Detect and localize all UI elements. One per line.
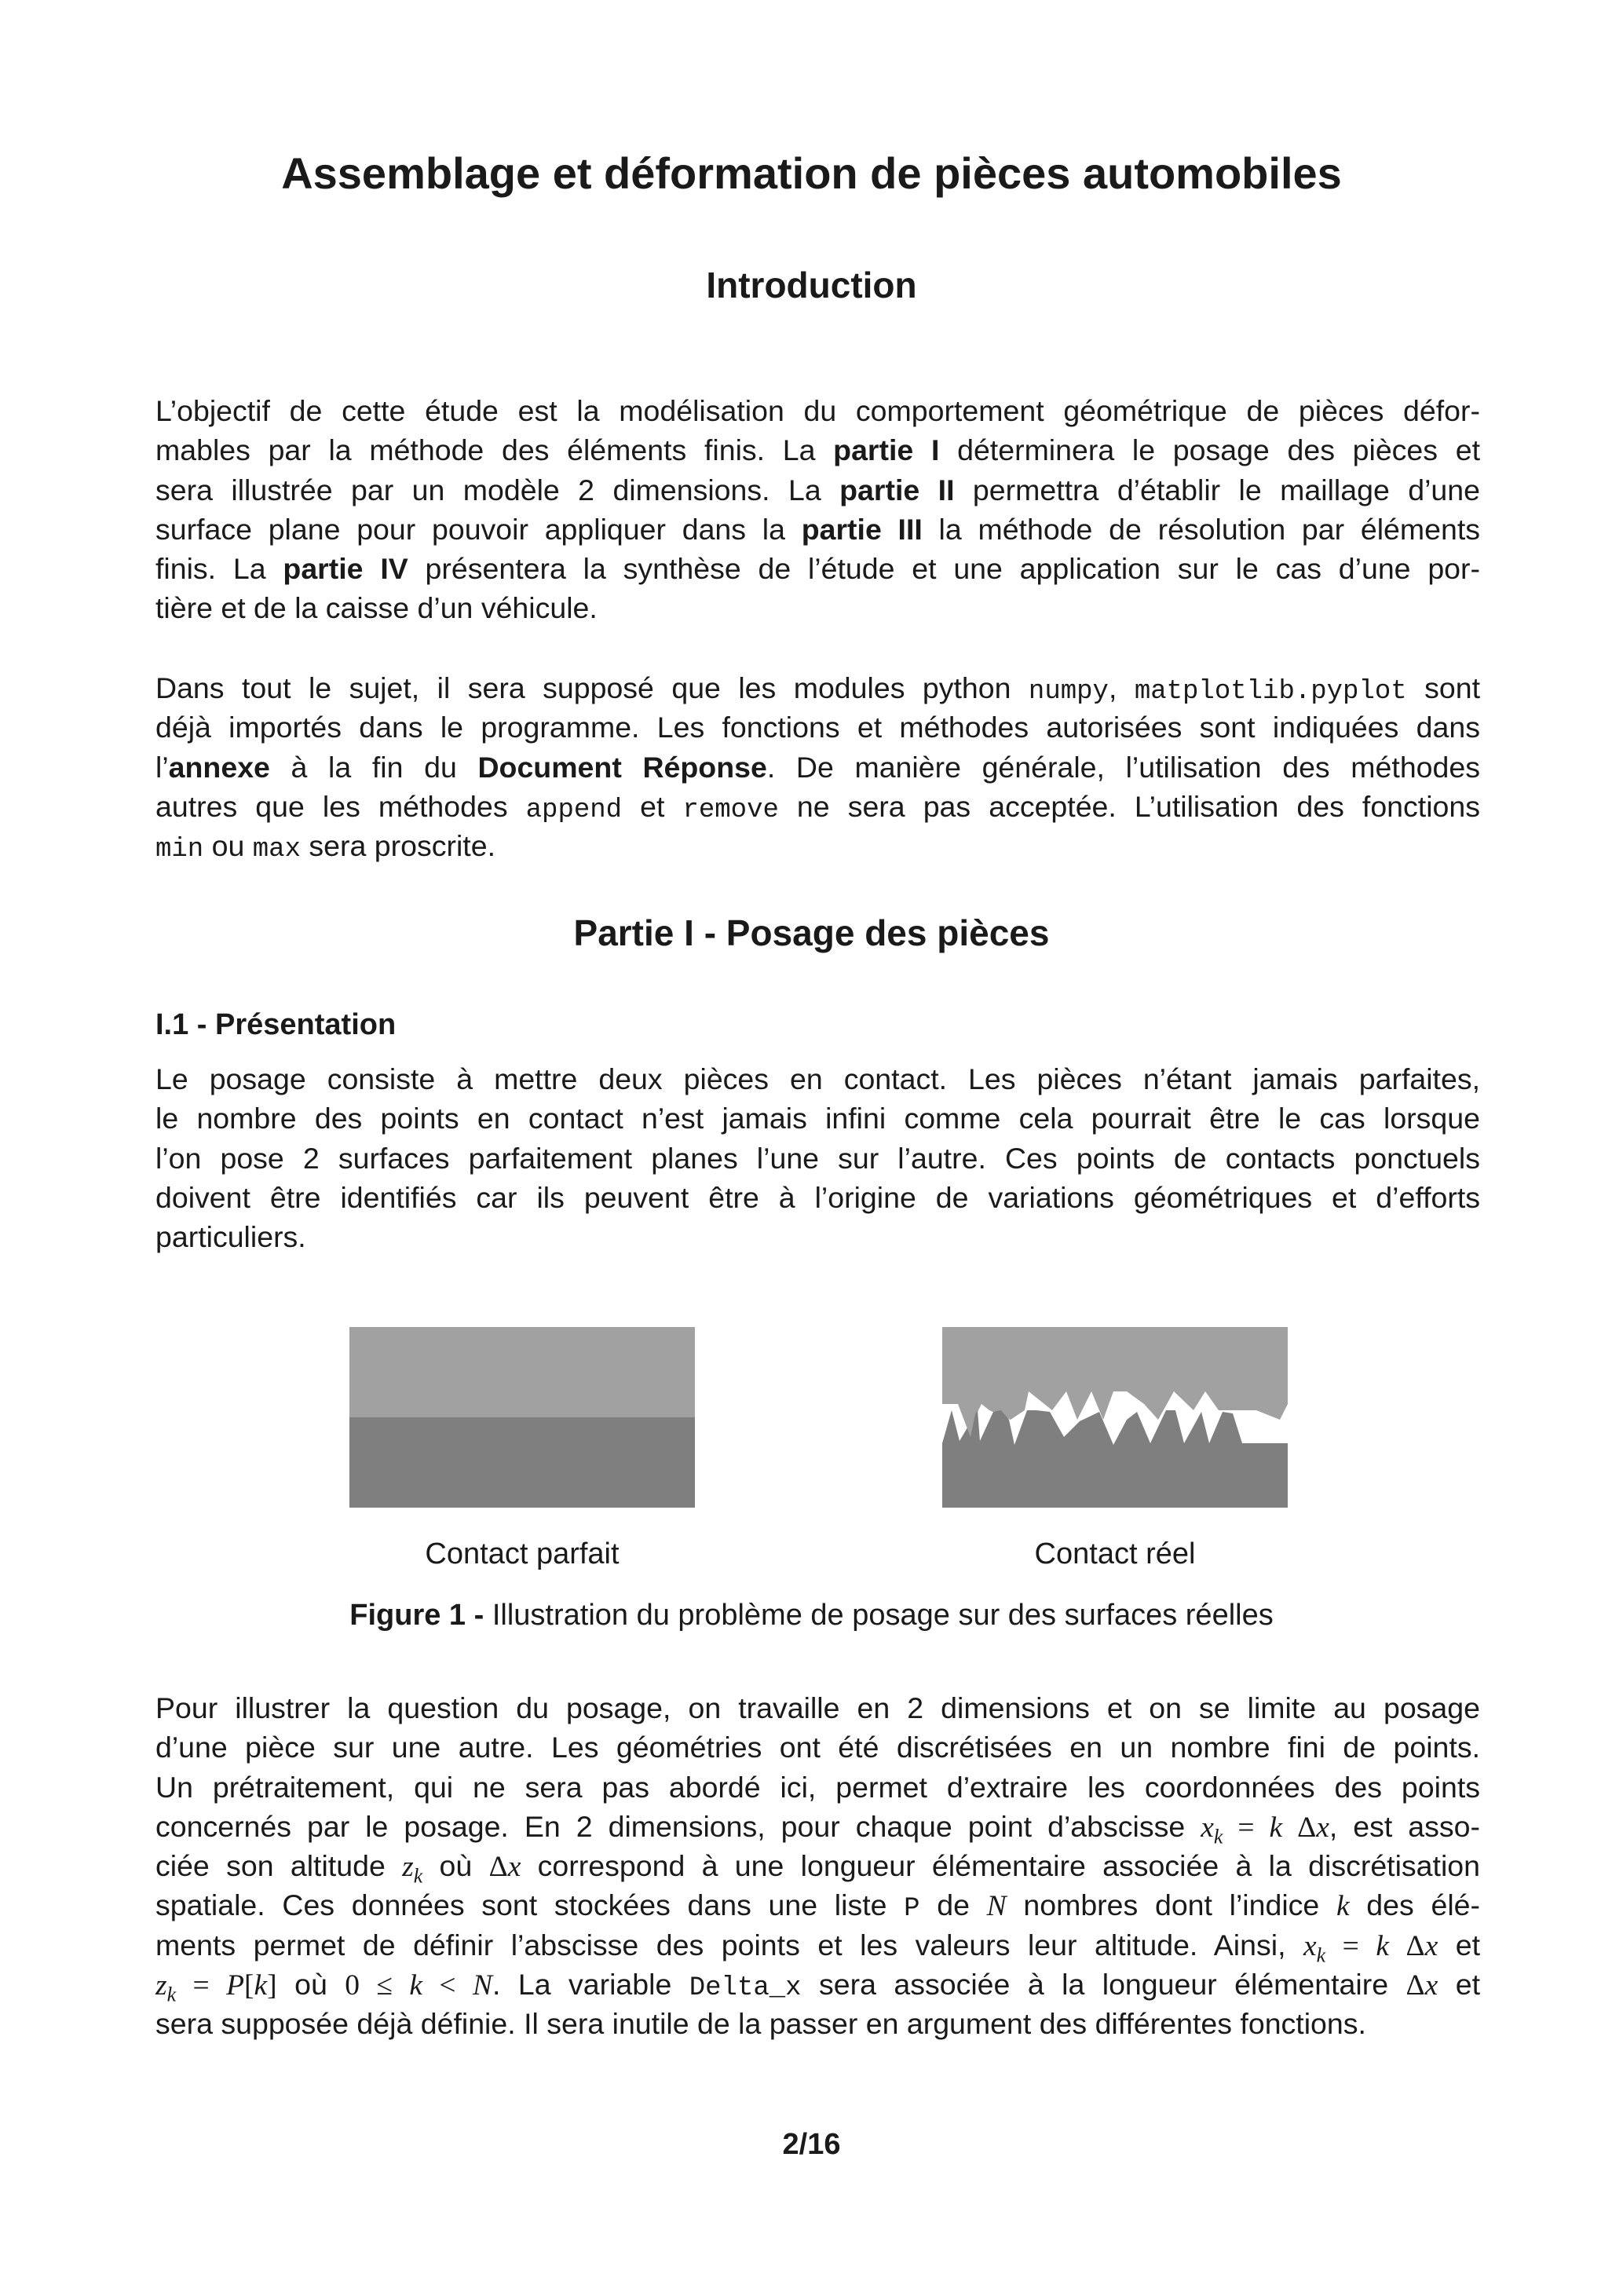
math-text: 0 ≤ <box>345 1969 410 2002</box>
text-run: spatiale. Ces données sont stockées dans une liste <box>155 1888 905 1922</box>
document-title: Assemblage et déformation de pièces automobiles <box>281 148 1342 198</box>
bold-text: annexe <box>168 750 270 784</box>
math-text: x <box>507 1851 521 1884</box>
text-run: particuliers. <box>155 1220 306 1254</box>
math-text: = <box>1325 1929 1376 1962</box>
text-line <box>155 1688 1480 1727</box>
math-text: = <box>176 1969 227 2002</box>
math-text: < <box>422 1969 473 2002</box>
text-run: présentera la synthèse de l’étude et une application sur le cas d’une por- <box>408 552 1481 586</box>
text-run: Pour illustrer la question du posage, on travaille en 2 dimensions et on se limite au posage <box>155 1691 1480 1724</box>
bold-text: partie IV <box>283 552 408 586</box>
text-run: sont <box>1406 671 1480 704</box>
text-line <box>155 1217 1480 1256</box>
text-line <box>155 549 1480 588</box>
math-text: ] <box>267 1969 277 2002</box>
math-text: k <box>166 1983 177 2006</box>
math-text: x <box>1316 1811 1329 1844</box>
text-run: sera supposée déjà définie. Il sera inutile de la passer en argument des différentes fonctions. <box>155 2007 1366 2041</box>
math-text: k <box>409 1969 423 2002</box>
text-run: ments permet de définir l’abscisse des points et les valeurs leur altitude. Ainsi, <box>155 1928 1304 1961</box>
text-line <box>155 1178 1480 1217</box>
math-text: z <box>155 1969 167 2002</box>
text-run: L’objectif de cette étude est la modélisation du comportement géométrique de pièces défor- <box>155 394 1480 427</box>
bold-text: partie II <box>839 473 955 506</box>
text-run: . La variable <box>492 1968 689 2002</box>
text-run: et <box>1438 1928 1481 1961</box>
bold-text: partie I <box>833 433 940 467</box>
part1-heading: Partie I - Posage des pièces <box>573 912 1050 953</box>
illustration-paragraph <box>155 1688 1480 2044</box>
text-line <box>155 1099 1480 1138</box>
math-text: x <box>1424 1929 1438 1962</box>
text-line <box>155 391 1480 430</box>
math-text: = <box>1223 1811 1270 1844</box>
caption-real-contact: Contact réel <box>1034 1537 1196 1570</box>
text-line <box>155 707 1480 747</box>
text-run: sera illustrée par un modèle 2 dimensions. La <box>155 473 840 506</box>
text-run: Le posage consiste à mettre deux pièces en contact. Les pièces n’étant jamais parfaites, <box>155 1062 1480 1095</box>
text-run: , <box>1108 671 1135 704</box>
math-text: Δ <box>488 1851 508 1884</box>
text-line <box>155 748 1480 787</box>
code-text: matplotlib.pyplot <box>1134 677 1407 707</box>
math-text: x <box>1201 1811 1214 1844</box>
math-text: x <box>1424 1969 1438 2002</box>
lower-part <box>349 1417 695 1508</box>
math-text: N <box>986 1890 1007 1923</box>
section-heading: I.1 - Présentation <box>155 1008 397 1041</box>
text-run: tière et de la caisse d’un véhicule. <box>155 591 598 625</box>
text-line <box>155 1059 1480 1099</box>
text-run: déterminera le posage des pièces et <box>939 433 1480 467</box>
text-run: Dans tout le sujet, il sera supposé que les modules python <box>155 671 1029 704</box>
text-line <box>155 826 1480 865</box>
text-run: la méthode de résolution par éléments <box>922 512 1480 546</box>
text-line <box>155 668 1480 707</box>
text-run: correspond à une longueur élémentaire associée à la discrétisation <box>521 1849 1480 1883</box>
code-text: P <box>904 1894 920 1925</box>
text-line <box>155 470 1480 510</box>
text-line <box>155 1885 1480 1925</box>
code-text: remove <box>682 795 779 825</box>
math-text: P <box>226 1969 244 2002</box>
math-text: Δ <box>1406 1929 1425 1962</box>
text-line <box>155 1139 1480 1178</box>
modules-paragraph <box>155 668 1480 865</box>
figure-caption <box>0 1599 1623 1632</box>
real-contact-figure <box>942 1327 1288 1508</box>
math-text: Δ <box>1406 1969 1425 2002</box>
math-text: x <box>1303 1929 1317 1962</box>
text-run: de <box>919 1888 987 1922</box>
text-run: et <box>1438 1968 1481 2002</box>
math-text: k <box>1269 1811 1298 1844</box>
math-text: [ <box>244 1969 254 2002</box>
caption-perfect-contact: Contact parfait <box>425 1537 620 1570</box>
text-line <box>155 1768 1480 1807</box>
text-run: doivent être identifiés car ils peuvent être à l’origine de variations géométriques et d’efforts <box>155 1180 1480 1214</box>
intro-heading: Introduction <box>706 265 917 305</box>
figure-label: Figure 1 - <box>349 1599 484 1632</box>
text-run: , est asso- <box>1329 1809 1481 1843</box>
text-run: d’une pièce sur une autre. Les géométries ont été discrétisées en un nombre fini de points. <box>155 1731 1480 1764</box>
math-text: N <box>472 1969 492 2002</box>
bold-text: Document Réponse <box>477 750 767 784</box>
page-number: 2/16 <box>782 2128 841 2161</box>
text-line <box>155 787 1480 826</box>
upper-part <box>349 1327 695 1417</box>
code-text: Delta_x <box>689 1973 802 2004</box>
text-run: Un prétraitement, qui ne sera pas abordé ici, permet d’extraire les coordonnées des points <box>155 1770 1480 1804</box>
math-text: k <box>1316 1943 1326 1967</box>
text-run: ou <box>203 829 253 863</box>
text-line <box>155 1846 1480 1888</box>
text-run: sera proscrite. <box>301 829 495 863</box>
text-run: déjà importés dans le programme. Les fonctions et méthodes autorisées sont indiquées dans <box>155 711 1480 744</box>
text-line <box>155 1807 1480 1846</box>
text-run: ne sera pas acceptée. L’utilisation des fonctions <box>778 789 1480 823</box>
text-line <box>155 1925 1480 1965</box>
text-line <box>155 510 1480 549</box>
text-run: surface plane pour pouvoir appliquer dans la <box>155 512 802 546</box>
text-run: concernés par le posage. En 2 dimensions, pour chaque point d’abscisse <box>155 1809 1201 1843</box>
intro-paragraph <box>155 391 1480 628</box>
perfect-contact-figure <box>349 1327 695 1508</box>
text-line <box>155 588 1480 627</box>
math-text: k <box>1336 1890 1350 1923</box>
math-text: k <box>1376 1929 1406 1962</box>
text-run: l’on pose 2 surfaces parfaitement planes l’une sur l’autre. Ces points de contacts ponctuels <box>155 1141 1480 1175</box>
bold-text: partie III <box>801 512 923 546</box>
math-text: k <box>254 1969 268 2002</box>
text-line <box>155 2004 1480 2043</box>
code-text: max <box>252 835 301 865</box>
text-run: permettra d’établir le maillage d’une <box>954 473 1480 506</box>
text-run: à la fin du <box>269 750 478 784</box>
text-run: où <box>276 1968 345 2002</box>
math-text: k <box>1213 1825 1223 1848</box>
text-run: . De manière générale, l’utilisation des méthodes <box>766 750 1480 784</box>
code-text: numpy <box>1028 677 1109 707</box>
text-run: ciée son altitude <box>155 1849 403 1883</box>
text-run: des élé- <box>1349 1888 1480 1922</box>
text-line <box>155 1965 1480 2004</box>
text-run: et <box>622 789 683 823</box>
text-run: l’ <box>155 750 169 784</box>
text-run: le nombre des points en contact n’est jamais infini comme cela pourrait être le cas lorsque <box>155 1102 1480 1135</box>
presentation-paragraph <box>155 1059 1480 1256</box>
text-run: autres que les méthodes <box>155 789 526 823</box>
text-run: où <box>422 1849 489 1883</box>
code-text: append <box>525 795 623 825</box>
math-text: Δ <box>1297 1811 1317 1844</box>
math-text: k <box>413 1864 423 1888</box>
figure-caption-text: Illustration du problème de posage sur des surfaces réelles <box>484 1599 1274 1632</box>
text-run: sera associée à la longueur élémentaire <box>801 1968 1406 2002</box>
text-line <box>155 1727 1480 1767</box>
text-run: finis. La <box>155 552 283 586</box>
code-text: min <box>155 835 204 865</box>
text-run: nombres dont l’indice <box>1006 1888 1336 1922</box>
math-text: z <box>402 1851 414 1884</box>
text-run: mables par la méthode des éléments finis. La <box>155 433 834 467</box>
text-line <box>155 430 1480 470</box>
